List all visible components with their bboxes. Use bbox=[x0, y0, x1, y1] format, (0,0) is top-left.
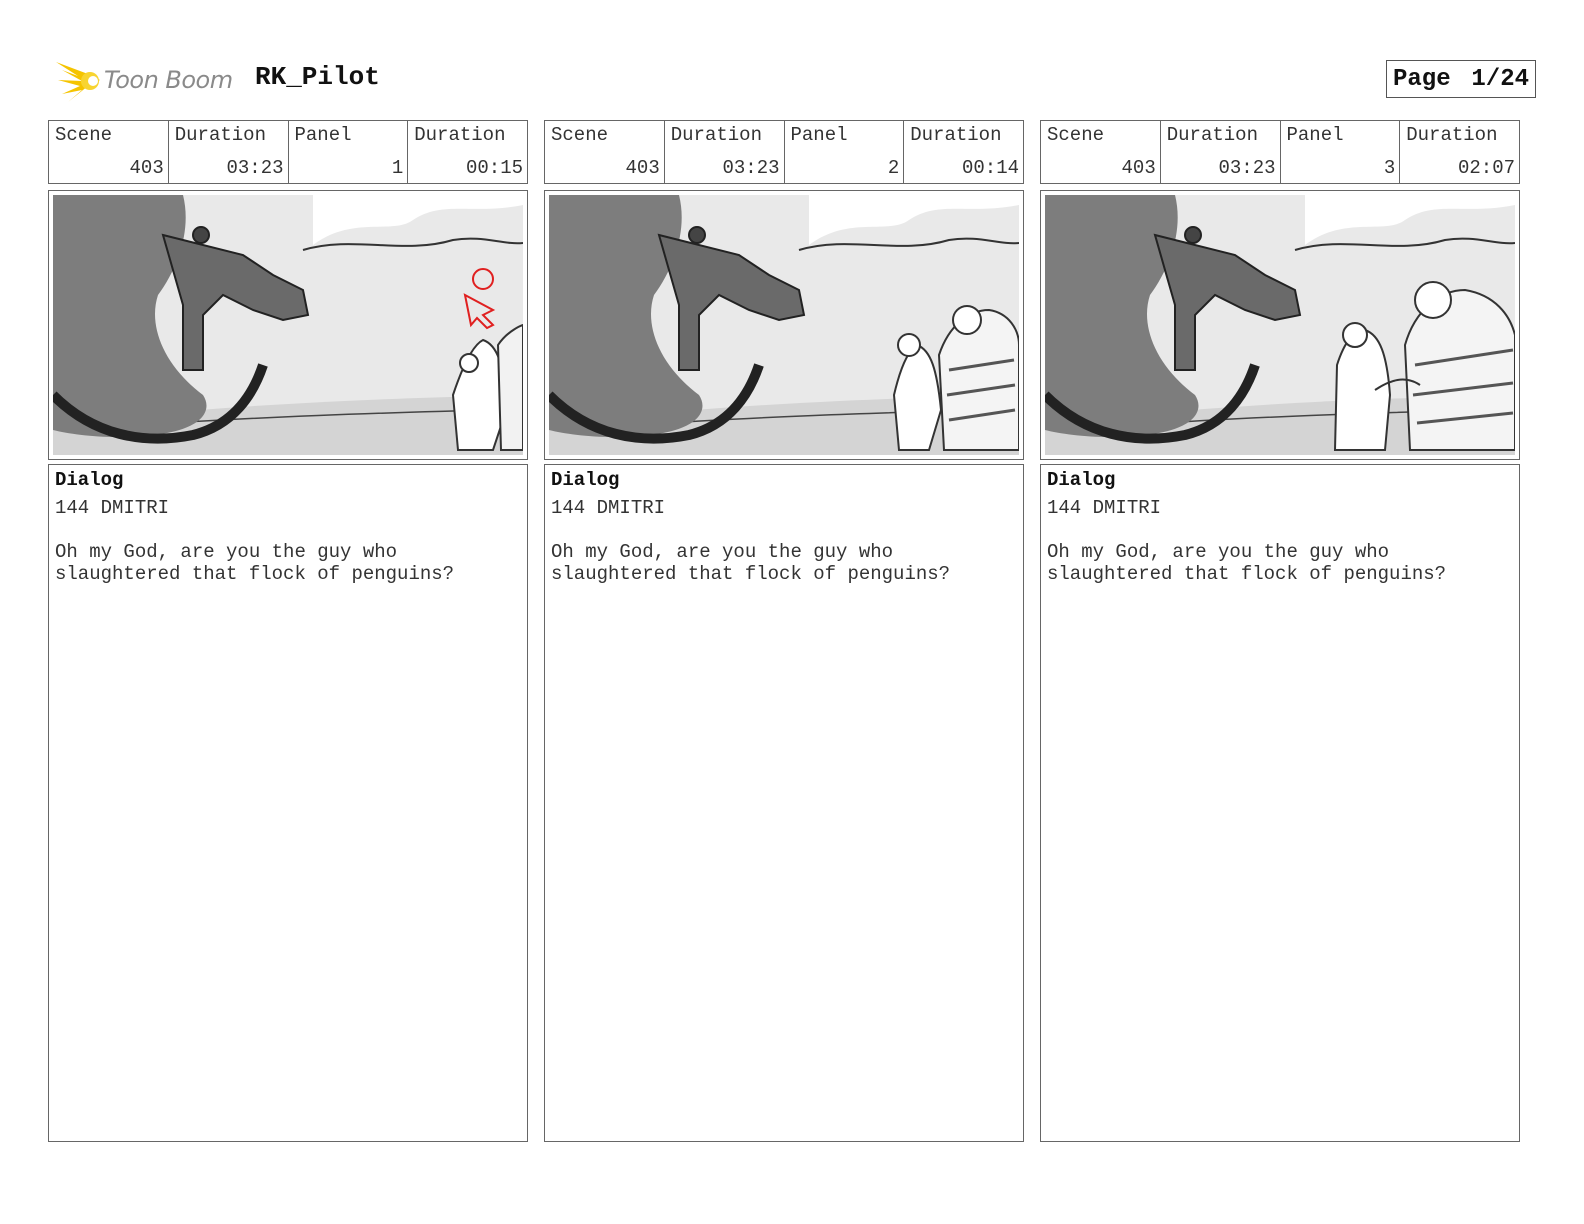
panel-duration-value: 02:07 bbox=[1457, 157, 1515, 179]
sketch-image bbox=[549, 195, 1019, 455]
panel-info-table bbox=[544, 120, 1024, 184]
panel-duration-cell bbox=[408, 121, 527, 183]
storyboard-header bbox=[50, 56, 1536, 106]
duration-value: 03:23 bbox=[1218, 157, 1276, 179]
panel-cell bbox=[785, 121, 905, 183]
scene-value: 403 bbox=[625, 157, 660, 179]
scene-duration-cell bbox=[665, 121, 785, 183]
scene-value: 403 bbox=[1121, 157, 1156, 179]
dialog-line: Oh my God, are you the guy who slaughtered that flock of penguins? bbox=[1047, 541, 1447, 585]
scene-value: 403 bbox=[129, 157, 164, 179]
scene-duration-cell bbox=[169, 121, 289, 183]
dialog-box bbox=[544, 464, 1024, 1142]
panel-duration-cell bbox=[904, 121, 1023, 183]
scene-cell bbox=[545, 121, 665, 183]
scene-label: Scene bbox=[1047, 124, 1105, 146]
panel-image-frame bbox=[1040, 190, 1520, 460]
scene-cell bbox=[49, 121, 169, 183]
dialog-speaker: 144 DMITRI bbox=[1047, 497, 1162, 519]
sketch-image bbox=[53, 195, 523, 455]
project-title: RK_Pilot bbox=[255, 62, 380, 92]
duration-label: Duration bbox=[1166, 124, 1258, 146]
page-value: 1/24 bbox=[1471, 65, 1529, 93]
panel-duration-cell bbox=[1400, 121, 1519, 183]
sketch-image bbox=[1045, 195, 1515, 455]
duration-label: Duration bbox=[174, 124, 266, 146]
dialog-box bbox=[1040, 464, 1520, 1142]
scene-label: Scene bbox=[551, 124, 609, 146]
panel-duration-label: Duration bbox=[910, 124, 1002, 146]
dialog-speaker: 144 DMITRI bbox=[551, 497, 666, 519]
panel-info-table bbox=[48, 120, 528, 184]
dialog-label: Dialog bbox=[1047, 469, 1116, 491]
dialog-box bbox=[48, 464, 528, 1142]
panel-info-table bbox=[1040, 120, 1520, 184]
panel-cell bbox=[289, 121, 409, 183]
duration-value: 03:23 bbox=[226, 157, 284, 179]
panel-image-frame bbox=[48, 190, 528, 460]
burst-logo-icon bbox=[52, 56, 104, 106]
panel-cell bbox=[1281, 121, 1401, 183]
scene-label: Scene bbox=[55, 124, 113, 146]
panel-value: 2 bbox=[887, 157, 900, 179]
dialog-line: Oh my God, are you the guy who slaughtered that flock of penguins? bbox=[551, 541, 951, 585]
toon-boom-logo bbox=[50, 56, 240, 106]
panel-duration-value: 00:15 bbox=[465, 157, 523, 179]
panel-value: 1 bbox=[391, 157, 404, 179]
scene-cell bbox=[1041, 121, 1161, 183]
panel-value: 3 bbox=[1383, 157, 1396, 179]
panel-duration-label: Duration bbox=[1406, 124, 1498, 146]
panel-duration-value: 00:14 bbox=[961, 157, 1019, 179]
page-label: Page bbox=[1393, 65, 1451, 93]
dialog-line: Oh my God, are you the guy who slaughtered that flock of penguins? bbox=[55, 541, 455, 585]
dialog-speaker: 144 DMITRI bbox=[55, 497, 170, 519]
panel-image-frame bbox=[544, 190, 1024, 460]
panel-duration-label: Duration bbox=[414, 124, 506, 146]
panel-label: Panel bbox=[790, 124, 848, 146]
dialog-label: Dialog bbox=[551, 469, 620, 491]
duration-label: Duration bbox=[670, 124, 762, 146]
logo-text: Toon Boom bbox=[104, 66, 233, 94]
panel-label: Panel bbox=[1286, 124, 1344, 146]
scene-duration-cell bbox=[1161, 121, 1281, 183]
dialog-label: Dialog bbox=[55, 469, 124, 491]
duration-value: 03:23 bbox=[722, 157, 780, 179]
page-indicator bbox=[1386, 60, 1536, 98]
panel-label: Panel bbox=[294, 124, 352, 146]
